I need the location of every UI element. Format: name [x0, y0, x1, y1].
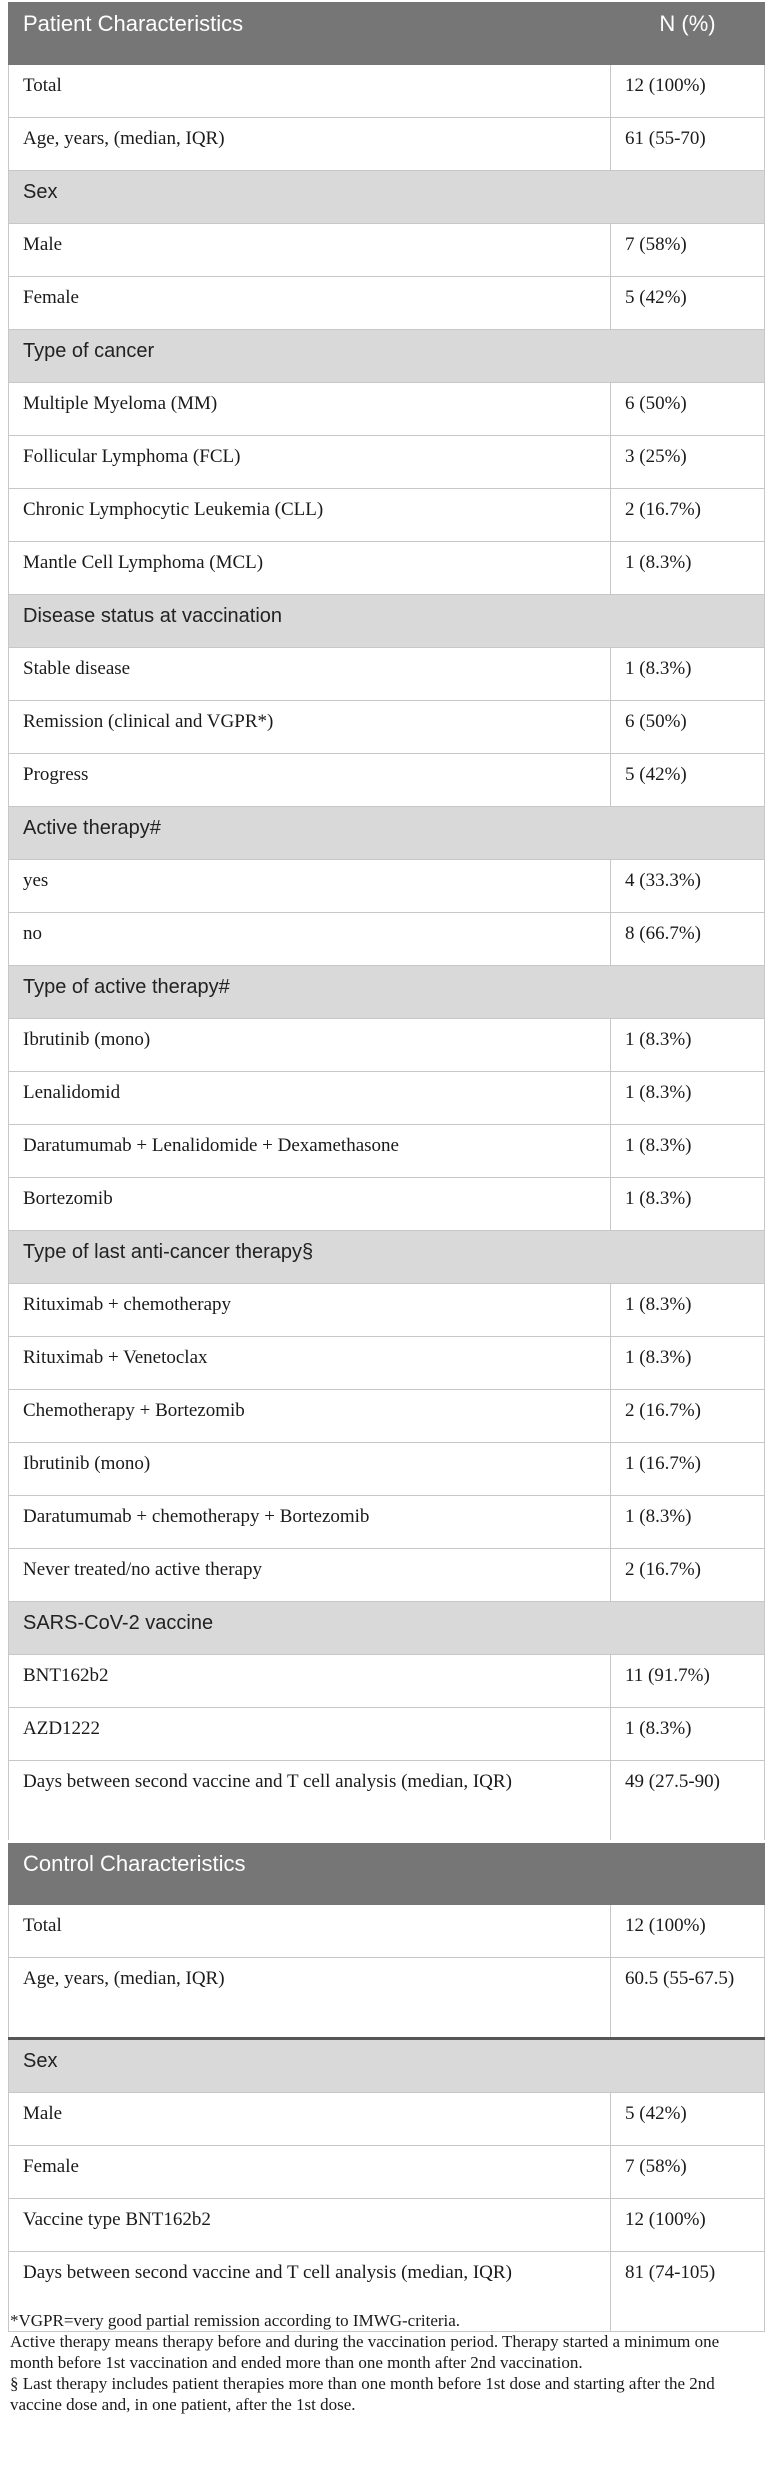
- table-row: [9, 542, 765, 595]
- row-value: 5 (42%): [611, 277, 765, 330]
- row-value: 1 (8.3%): [611, 1708, 765, 1761]
- table-row: [9, 1337, 765, 1390]
- row-label: Rituximab + Venetoclax: [9, 1337, 611, 1390]
- section-title: Type of cancer: [9, 330, 765, 383]
- row-value: 12 (100%): [611, 65, 765, 118]
- section-title: Sex: [9, 171, 765, 224]
- table-row: [9, 65, 765, 118]
- section-title: SARS-CoV-2 vaccine: [9, 1602, 765, 1655]
- row-label: AZD1222: [9, 1708, 611, 1761]
- section-header-row: [9, 807, 765, 860]
- table-row: [9, 1905, 765, 1958]
- row-label: Multiple Myeloma (MM): [9, 383, 611, 436]
- row-value: 1 (8.3%): [611, 1019, 765, 1072]
- row-value: 6 (50%): [611, 383, 765, 436]
- table-row: [9, 913, 765, 966]
- row-label: Days between second vaccine and T cell analysis (median, IQR): [9, 2252, 611, 2332]
- section-title: Disease status at vaccination: [9, 595, 765, 648]
- table-row: [9, 1019, 765, 1072]
- section-title: Active therapy#: [9, 807, 765, 860]
- section-header-row: [9, 1231, 765, 1284]
- row-label: Chemotherapy + Bortezomib: [9, 1390, 611, 1443]
- characteristics-table: [8, 2, 765, 2332]
- section-header-row: [9, 595, 765, 648]
- row-value: 61 (55-70): [611, 118, 765, 171]
- row-value: 1 (8.3%): [611, 542, 765, 595]
- row-label: Age, years, (median, IQR): [9, 118, 611, 171]
- table-row: [9, 489, 765, 542]
- table-row: [9, 277, 765, 330]
- table-row: [9, 2146, 765, 2199]
- table-row: [9, 1761, 765, 1842]
- row-value: 1 (16.7%): [611, 1443, 765, 1496]
- table-row: [9, 648, 765, 701]
- row-value: 1 (8.3%): [611, 648, 765, 701]
- row-value: 8 (66.7%): [611, 913, 765, 966]
- table-row: [9, 1958, 765, 2039]
- section-header-row: [9, 330, 765, 383]
- row-value: 2 (16.7%): [611, 1390, 765, 1443]
- row-value: 12 (100%): [611, 1905, 765, 1958]
- header-cell: Patient Characteristics: [9, 3, 611, 65]
- row-label: Stable disease: [9, 648, 611, 701]
- row-value: 1 (8.3%): [611, 1496, 765, 1549]
- section-header-row: [9, 966, 765, 1019]
- row-label: Total: [9, 65, 611, 118]
- row-value: 2 (16.7%): [611, 489, 765, 542]
- row-label: Female: [9, 2146, 611, 2199]
- table-row: [9, 1496, 765, 1549]
- table-row: [9, 1549, 765, 1602]
- row-value: 6 (50%): [611, 701, 765, 754]
- row-label: Total: [9, 1905, 611, 1958]
- row-value: 49 (27.5-90): [611, 1761, 765, 1842]
- row-value: 1 (8.3%): [611, 1284, 765, 1337]
- row-label: Age, years, (median, IQR): [9, 1958, 611, 2039]
- table-row: [9, 2093, 765, 2146]
- row-value: 1 (8.3%): [611, 1178, 765, 1231]
- table-row: [9, 754, 765, 807]
- row-value: 1 (8.3%): [611, 1337, 765, 1390]
- row-label: yes: [9, 860, 611, 913]
- header-cell: N (%): [611, 3, 765, 65]
- row-label: Daratumumab + Lenalidomide + Dexamethasone: [9, 1125, 611, 1178]
- row-label: BNT162b2: [9, 1655, 611, 1708]
- row-value: 1 (8.3%): [611, 1072, 765, 1125]
- row-value: 4 (33.3%): [611, 860, 765, 913]
- table-row: [9, 1072, 765, 1125]
- row-value: 7 (58%): [611, 2146, 765, 2199]
- table-row: [9, 1284, 765, 1337]
- row-label: Mantle Cell Lymphoma (MCL): [9, 542, 611, 595]
- row-label: Daratumumab + chemotherapy + Bortezomib: [9, 1496, 611, 1549]
- control-header-row: [9, 1842, 765, 1905]
- row-label: Lenalidomid: [9, 1072, 611, 1125]
- table-row: [9, 224, 765, 277]
- row-label: Rituximab + chemotherapy: [9, 1284, 611, 1337]
- row-value: 1 (8.3%): [611, 1125, 765, 1178]
- footnote: § Last therapy includes patient therapies more than one month before 1st dose and starting after the 2nd vaccine dose and, in one patient, after the 1st dose.: [10, 2374, 715, 2414]
- table-row: [9, 118, 765, 171]
- row-label: Progress: [9, 754, 611, 807]
- row-label: no: [9, 913, 611, 966]
- table-header-row: [9, 3, 765, 65]
- section-header-row: [9, 2039, 765, 2093]
- row-value: 7 (58%): [611, 224, 765, 277]
- row-label: Male: [9, 224, 611, 277]
- row-label: Follicular Lymphoma (FCL): [9, 436, 611, 489]
- table-row: [9, 1390, 765, 1443]
- row-value: 12 (100%): [611, 2199, 765, 2252]
- row-value: 60.5 (55-67.5): [611, 1958, 765, 2039]
- row-label: Ibrutinib (mono): [9, 1443, 611, 1496]
- row-value: 3 (25%): [611, 436, 765, 489]
- row-value: 2 (16.7%): [611, 1549, 765, 1602]
- row-label: Never treated/no active therapy: [9, 1549, 611, 1602]
- section-header-row: [9, 1602, 765, 1655]
- table-row: [9, 1655, 765, 1708]
- table-row: [9, 383, 765, 436]
- table-row: [9, 2199, 765, 2252]
- row-label: Male: [9, 2093, 611, 2146]
- table-row: [9, 1125, 765, 1178]
- row-label: Female: [9, 277, 611, 330]
- section-title: Sex: [9, 2039, 765, 2093]
- row-value: 11 (91.7%): [611, 1655, 765, 1708]
- section-title: Type of active therapy#: [9, 966, 765, 1019]
- row-label: Days between second vaccine and T cell analysis (median, IQR): [9, 1761, 611, 1842]
- table-row: [9, 1708, 765, 1761]
- row-label: Vaccine type BNT162b2: [9, 2199, 611, 2252]
- section-header-row: [9, 171, 765, 224]
- row-value: 5 (42%): [611, 2093, 765, 2146]
- row-label: Remission (clinical and VGPR*): [9, 701, 611, 754]
- row-value: 5 (42%): [611, 754, 765, 807]
- footnotes: [10, 2310, 760, 2415]
- footnote: Active therapy means therapy before and during the vaccination period. Therapy started a minimum one month before 1st vaccination and ended more than one month after 2nd vaccination.: [10, 2332, 720, 2372]
- row-label: Bortezomib: [9, 1178, 611, 1231]
- table-row: [9, 1178, 765, 1231]
- row-label: Chronic Lymphocytic Leukemia (CLL): [9, 489, 611, 542]
- row-value: 81 (74-105): [611, 2252, 765, 2332]
- footnote: *VGPR=very good partial remission according to IMWG-criteria.: [10, 2311, 461, 2330]
- table-row: [9, 1443, 765, 1496]
- header-cell: Control Characteristics: [9, 1842, 765, 1905]
- table-row: [9, 701, 765, 754]
- table-row: [9, 860, 765, 913]
- row-label: Ibrutinib (mono): [9, 1019, 611, 1072]
- section-title: Type of last anti-cancer therapy§: [9, 1231, 765, 1284]
- table-row: [9, 436, 765, 489]
